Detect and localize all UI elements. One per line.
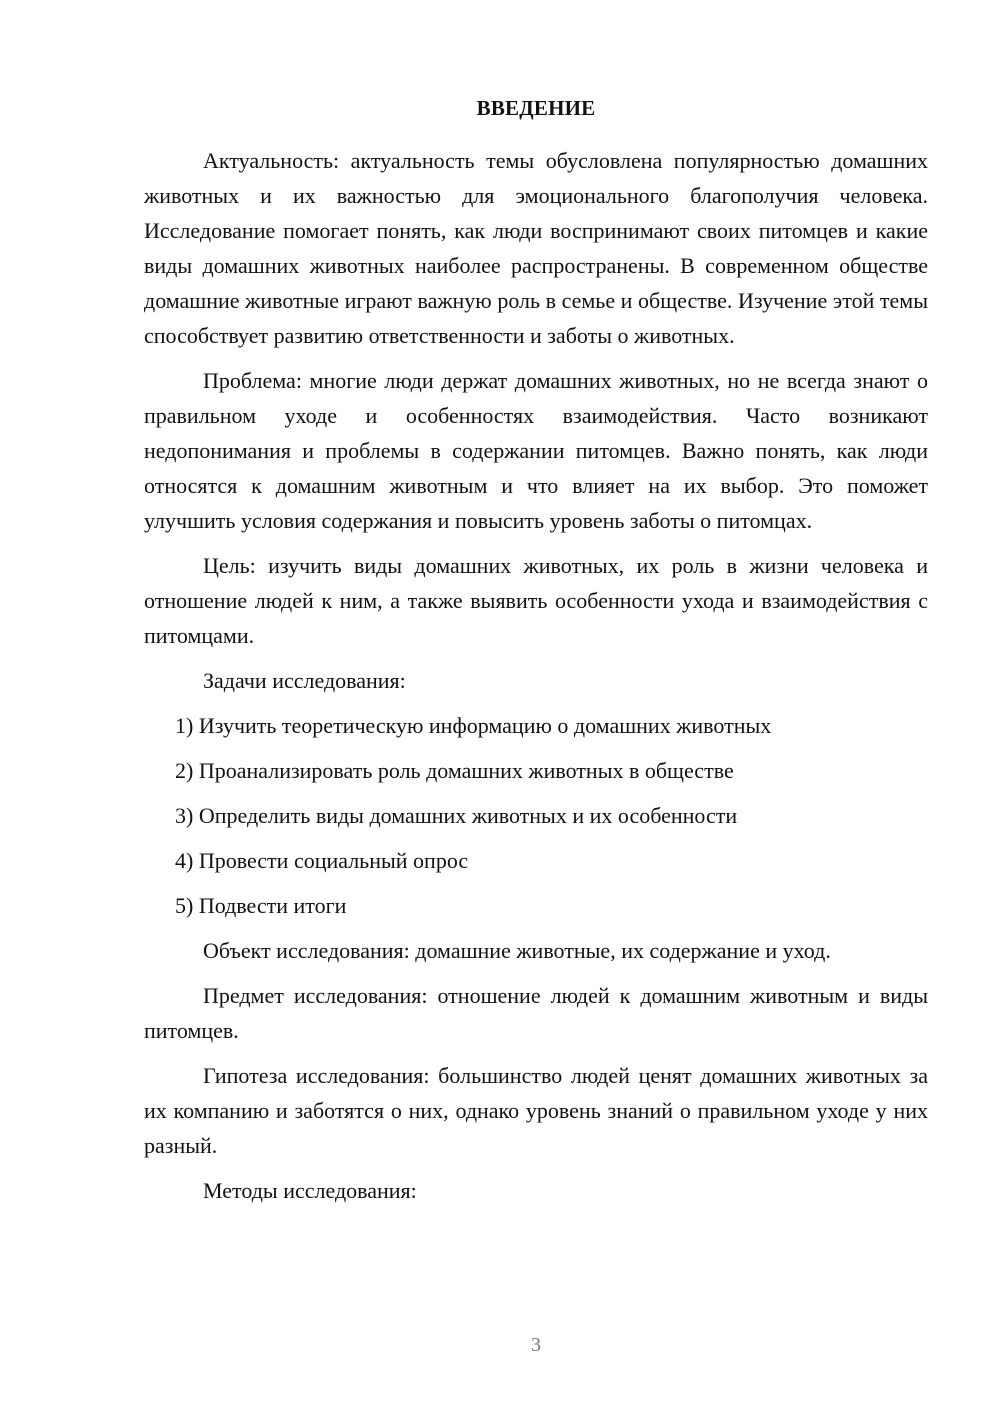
- problem-paragraph: Проблема: многие люди держат домашних животных, но не всегда знают о правильном уходе и особенностях взаимодействия. Часто возникают недопонимания и проблемы в содержании питомцев. Важно понять, как люди относятся к домашним животным и что влияет на их выбор. Это поможет улучшить условия содержания и повысить уровень заботы о питомцах.: [144, 368, 928, 533]
- task-item: 3) Определить виды домашних животных и их особенности: [175, 803, 738, 828]
- task-item: 4) Провести социальный опрос: [175, 848, 469, 873]
- section-title: ВВЕДЕНИЕ: [476, 96, 596, 120]
- object-paragraph: Объект исследования: домашние животные, их содержание и уход.: [203, 938, 831, 963]
- body-text: [144, 143, 928, 1218]
- hypothesis-paragraph: Гипотеза исследования: большинство людей ценят домашних животных за их компанию и заботятся о них, однако уровень знаний о правильном уходе у них разный.: [144, 1063, 928, 1158]
- goal-paragraph: Цель: изучить виды домашних животных, их роль в жизни человека и отношение людей к ним, а также выявить особенности ухода и взаимодействия с питомцами.: [144, 553, 928, 648]
- page-number: 3: [531, 1334, 541, 1356]
- task-item: 5) Подвести итоги: [175, 893, 347, 918]
- subject-paragraph: Предмет исследования: отношение людей к домашним животным и виды питомцев.: [144, 983, 928, 1043]
- task-item: 1) Изучить теоретическую информацию о домашних животных: [175, 713, 772, 738]
- methods-paragraph: Методы исследования:: [203, 1178, 417, 1203]
- task-item: 2) Проанализировать роль домашних животных в обществе: [175, 758, 734, 783]
- tasks-heading: Задачи исследования:: [203, 668, 406, 693]
- relevance-paragraph: Актуальность: актуальность темы обусловлена популярностью домашних животных и их важностью для эмоционального благополучия человека. Исследование помогает понять, как люди воспринимают своих питомцев и какие виды домашних животных наиболее распространены. В современном обществе домашние животные играют важную роль в семье и обществе. Изучение этой темы способствует развитию ответственности и заботы о животных.: [144, 148, 928, 348]
- task-list: [144, 708, 928, 923]
